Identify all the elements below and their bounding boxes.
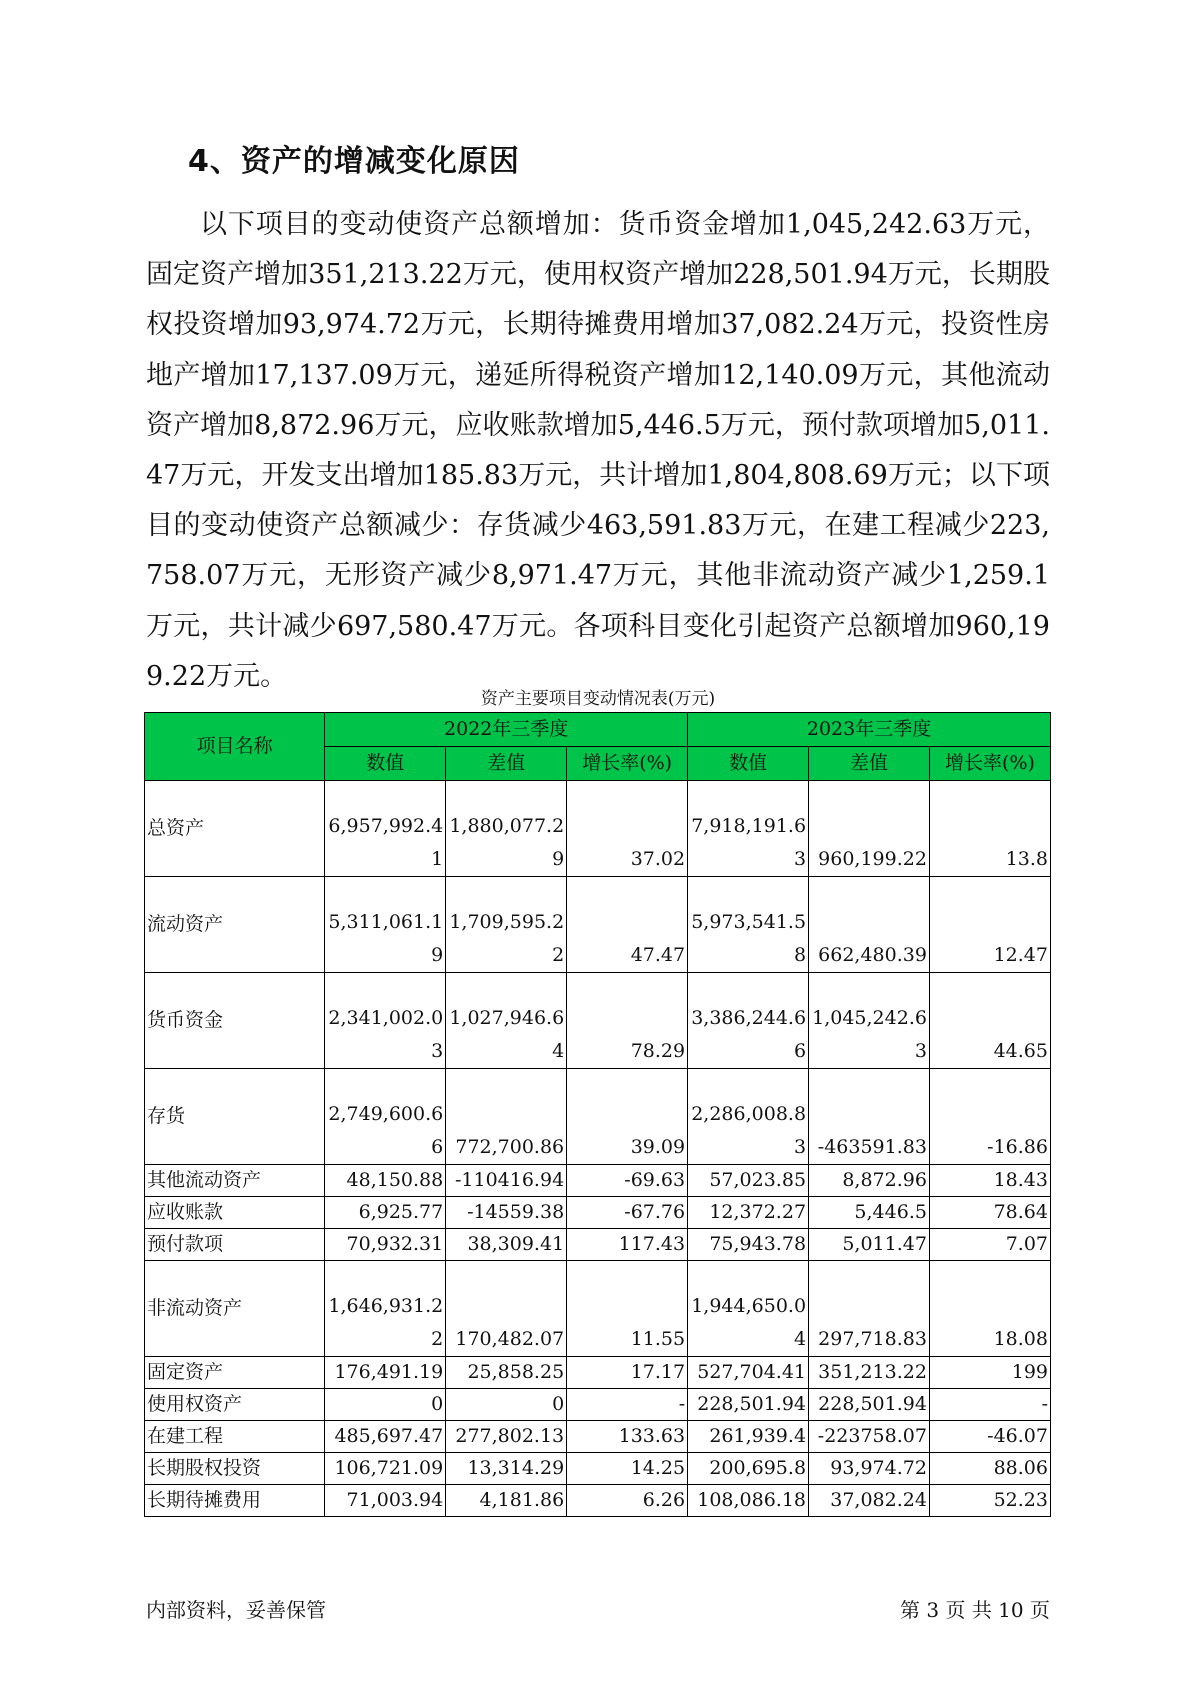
- cell-r2: -46.07: [929, 1421, 1050, 1453]
- cell-r1: 117.43: [567, 1229, 688, 1261]
- cell-r2: 44.65: [929, 973, 1050, 1069]
- cell-r2: 52.23: [929, 1485, 1050, 1517]
- row-label: 预付款项: [145, 1229, 325, 1261]
- cell-d2: 1,045,242.63: [809, 973, 930, 1069]
- cell-r1: -69.63: [567, 1165, 688, 1197]
- cell-d2: 960,199.22: [809, 781, 930, 877]
- cell-d2: 8,872.96: [809, 1165, 930, 1197]
- cell-v1: 1,646,931.22: [325, 1261, 446, 1357]
- cell-r1: -: [567, 1389, 688, 1421]
- section-heading: 4、资产的增减变化原因: [188, 144, 520, 179]
- cell-d1: 38,309.41: [446, 1229, 567, 1261]
- table-row: [145, 1197, 1051, 1229]
- cell-d1: -14559.38: [446, 1197, 567, 1229]
- cell-d1: 4,181.86: [446, 1485, 567, 1517]
- cell-v2: 57,023.85: [688, 1165, 809, 1197]
- header-period-2023: 2023年三季度: [688, 713, 1051, 747]
- cell-v2: 7,918,191.63: [688, 781, 809, 877]
- cell-v1: 2,341,002.03: [325, 973, 446, 1069]
- cell-v2: 200,695.8: [688, 1453, 809, 1485]
- assets-table: [144, 712, 1051, 1517]
- cell-r1: 47.47: [567, 877, 688, 973]
- cell-d2: 5,446.5: [809, 1197, 930, 1229]
- table-row: [145, 1261, 1051, 1357]
- header-diff: 差值: [446, 747, 567, 781]
- cell-v1: 70,932.31: [325, 1229, 446, 1261]
- table-row: [145, 877, 1051, 973]
- cell-r1: 78.29: [567, 973, 688, 1069]
- row-label: 非流动资产: [145, 1261, 325, 1357]
- cell-d2: 297,718.83: [809, 1261, 930, 1357]
- cell-d2: 93,974.72: [809, 1453, 930, 1485]
- header-item-name: 项目名称: [145, 713, 325, 781]
- cell-v2: 2,286,008.83: [688, 1069, 809, 1165]
- cell-v1: 106,721.09: [325, 1453, 446, 1485]
- table-row: [145, 1357, 1051, 1389]
- cell-r2: 13.8: [929, 781, 1050, 877]
- cell-v2: 1,944,650.04: [688, 1261, 809, 1357]
- cell-r1: 37.02: [567, 781, 688, 877]
- cell-v1: 0: [325, 1389, 446, 1421]
- table-row: [145, 973, 1051, 1069]
- cell-r1: 14.25: [567, 1453, 688, 1485]
- table-row: [145, 1069, 1051, 1165]
- cell-d1: 1,027,946.64: [446, 973, 567, 1069]
- cell-v1: 71,003.94: [325, 1485, 446, 1517]
- cell-r1: -67.76: [567, 1197, 688, 1229]
- footer-confidential-note: 内部资料，妥善保管: [146, 1598, 326, 1622]
- cell-d2: 37,082.24: [809, 1485, 930, 1517]
- row-label: 固定资产: [145, 1357, 325, 1389]
- cell-r1: 11.55: [567, 1261, 688, 1357]
- row-label: 流动资产: [145, 877, 325, 973]
- cell-v1: 485,697.47: [325, 1421, 446, 1453]
- cell-r1: 17.17: [567, 1357, 688, 1389]
- cell-v1: 48,150.88: [325, 1165, 446, 1197]
- cell-r2: 12.47: [929, 877, 1050, 973]
- header-period-2022: 2022年三季度: [325, 713, 688, 747]
- cell-d1: 277,802.13: [446, 1421, 567, 1453]
- cell-v1: 6,925.77: [325, 1197, 446, 1229]
- cell-v2: 3,386,244.66: [688, 973, 809, 1069]
- cell-r2: 7.07: [929, 1229, 1050, 1261]
- table-row: [145, 1389, 1051, 1421]
- table-row: [145, 1229, 1051, 1261]
- table-row: [145, 1453, 1051, 1485]
- cell-v2: 5,973,541.58: [688, 877, 809, 973]
- cell-d1: 13,314.29: [446, 1453, 567, 1485]
- cell-d1: 25,858.25: [446, 1357, 567, 1389]
- row-label: 使用权资产: [145, 1389, 325, 1421]
- cell-d1: -110416.94: [446, 1165, 567, 1197]
- cell-d1: 170,482.07: [446, 1261, 567, 1357]
- cell-r1: 133.63: [567, 1421, 688, 1453]
- row-label: 总资产: [145, 781, 325, 877]
- header-diff: 差值: [809, 747, 930, 781]
- header-value: 数值: [688, 747, 809, 781]
- cell-v2: 12,372.27: [688, 1197, 809, 1229]
- cell-d2: 5,011.47: [809, 1229, 930, 1261]
- cell-d2: 228,501.94: [809, 1389, 930, 1421]
- cell-r2: 18.43: [929, 1165, 1050, 1197]
- cell-v1: 2,749,600.66: [325, 1069, 446, 1165]
- cell-r2: 78.64: [929, 1197, 1050, 1229]
- cell-v1: 6,957,992.41: [325, 781, 446, 877]
- cell-r2: -: [929, 1389, 1050, 1421]
- cell-d2: 662,480.39: [809, 877, 930, 973]
- cell-d2: -463591.83: [809, 1069, 930, 1165]
- cell-d2: 351,213.22: [809, 1357, 930, 1389]
- table-row: [145, 1165, 1051, 1197]
- row-label: 存货: [145, 1069, 325, 1165]
- cell-v1: 176,491.19: [325, 1357, 446, 1389]
- cell-r2: -16.86: [929, 1069, 1050, 1165]
- header-value: 数值: [325, 747, 446, 781]
- cell-d1: 1,709,595.22: [446, 877, 567, 973]
- row-label: 应收账款: [145, 1197, 325, 1229]
- cell-v1: 5,311,061.19: [325, 877, 446, 973]
- cell-r2: 88.06: [929, 1453, 1050, 1485]
- cell-r2: 199: [929, 1357, 1050, 1389]
- cell-v2: 261,939.4: [688, 1421, 809, 1453]
- cell-v2: 108,086.18: [688, 1485, 809, 1517]
- row-label: 其他流动资产: [145, 1165, 325, 1197]
- header-rate: 增长率(%): [929, 747, 1050, 781]
- cell-d1: 0: [446, 1389, 567, 1421]
- table-row: [145, 781, 1051, 877]
- cell-v2: 75,943.78: [688, 1229, 809, 1261]
- table-row: [145, 1421, 1051, 1453]
- table-row: [145, 1485, 1051, 1517]
- cell-d1: 1,880,077.29: [446, 781, 567, 877]
- cell-d1: 772,700.86: [446, 1069, 567, 1165]
- header-rate: 增长率(%): [567, 747, 688, 781]
- cell-r2: 18.08: [929, 1261, 1050, 1357]
- table-caption: 资产主要项目变动情况表(万元): [480, 689, 716, 709]
- cell-d2: -223758.07: [809, 1421, 930, 1453]
- cell-v2: 527,704.41: [688, 1357, 809, 1389]
- row-label: 长期待摊费用: [145, 1485, 325, 1517]
- row-label: 货币资金: [145, 973, 325, 1069]
- row-label: 在建工程: [145, 1421, 325, 1453]
- cell-r1: 6.26: [567, 1485, 688, 1517]
- section-paragraph: 以下项目的变动使资产总额增加：货币资金增加1,045,242.63万元，固定资产增加351,213.22万元，使用权资产增加228,501.94万元，长期股权投资增加93,974.72万元，长期待摊费用增加37,082.24万元，投资性房地产增加17,137.09万元，递延所得税资产增加12,140.09万元，其他流动资产增加8,872.96万元，应收账款增加5,446.5万元，预付款项增加5,011.47万元，开发支出增加185.83万元，共计增加1,804,808.69万元；以下项目的变动使资产总额减少：存货减少463,591.83万元，在建工程减少223,758.07万元，无形资产减少8,971.47万元，其他非流动资产减少1,259.1万元，共计减少697,580.47万元。各项科目变化引起资产总额增加960,199.22万元。: [146, 209, 1050, 692]
- row-label: 长期股权投资: [145, 1453, 325, 1485]
- cell-v2: 228,501.94: [688, 1389, 809, 1421]
- footer-page-number: 第 3 页 共 10 页: [900, 1598, 1050, 1622]
- cell-r1: 39.09: [567, 1069, 688, 1165]
